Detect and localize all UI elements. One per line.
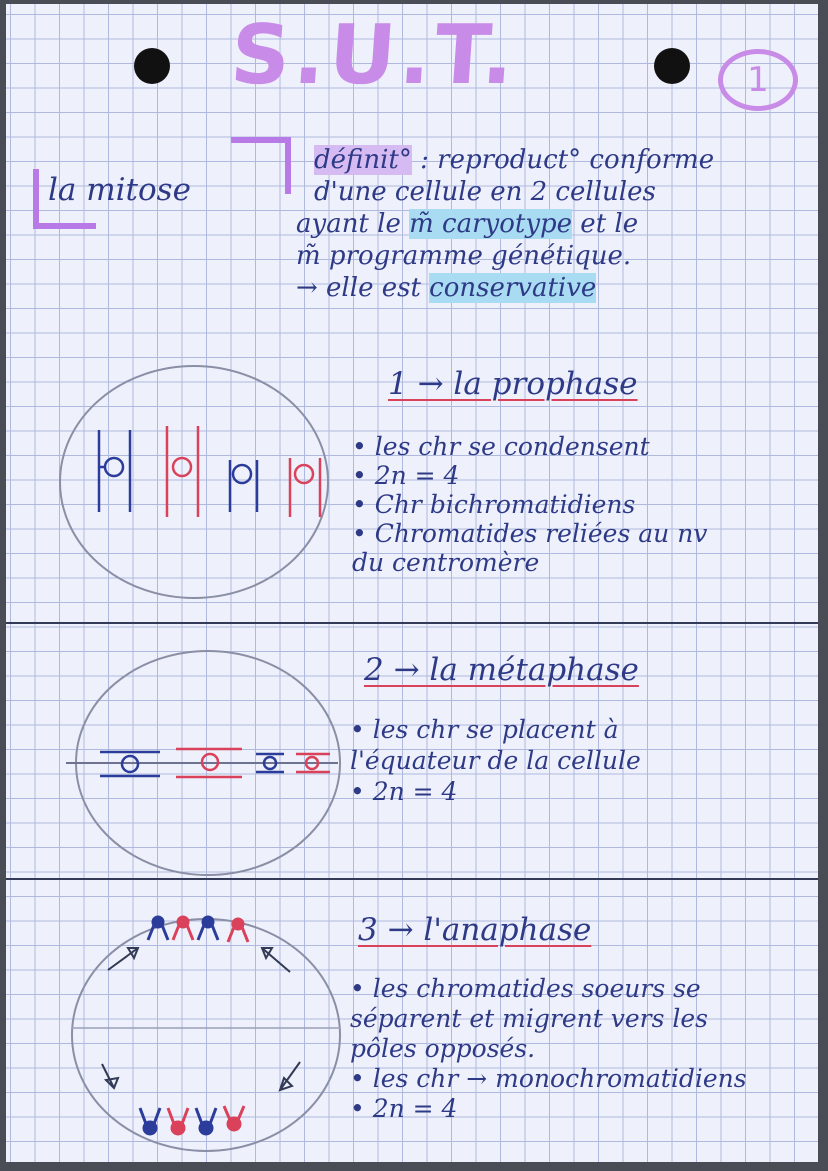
prophase-bullet-2: • 2n = 4 <box>352 461 460 490</box>
metaphase-notes <box>350 714 641 807</box>
chromosome-red-1 <box>167 426 198 517</box>
chromosome-blue-1 <box>99 430 130 512</box>
prophase-bullet-1: • les chr se condensent <box>352 432 650 461</box>
section-title-metaphase: 2 → la métaphase <box>364 652 639 688</box>
metaphase-bullet-2: l'équateur de la cellule <box>350 746 641 775</box>
metaphase-bullet-1: • les chr se placent à <box>350 715 619 744</box>
binder-hole-left <box>134 48 170 84</box>
prophase-bullet-3: • Chr bichromatidiens <box>352 490 636 519</box>
definition-highlight-conservative: conservative <box>429 273 597 303</box>
prophase-bullet-4: • Chromatides reliées au nv <box>352 519 708 548</box>
metaphase-bullet-3: • 2n = 4 <box>350 777 458 806</box>
section-heading-mitose: la mitose <box>48 172 191 208</box>
definition-label: définit° <box>314 145 412 175</box>
definition-line-1: : reproduct° conforme <box>420 145 715 175</box>
anaphase-bullet-2: séparent et migrent vers les <box>350 1004 708 1033</box>
chromosome-red-2 <box>290 458 320 517</box>
anaphase-notes <box>350 974 747 1124</box>
definition-line-3a: ayant le <box>296 209 410 239</box>
definition-line-5a: → elle est <box>296 273 430 303</box>
anaphase-bullet-1: • les chromatides soeurs se <box>350 974 701 1003</box>
chromosome-blue-2 <box>230 460 257 512</box>
metaphase-cell-diagram <box>58 648 348 880</box>
anaphase-cell-diagram <box>58 910 348 1155</box>
definition-line-3b: et le <box>572 209 639 239</box>
prophase-bullet-5: du centromère <box>352 548 540 577</box>
prophase-notes <box>352 432 707 577</box>
anaphase-bullet-5: • 2n = 4 <box>350 1094 458 1123</box>
page-number: 1 <box>718 49 798 111</box>
definition-block <box>296 144 715 304</box>
binder-hole-right <box>654 48 690 84</box>
section-divider-2 <box>6 878 818 880</box>
notebook-page <box>6 4 818 1162</box>
anaphase-bullet-3: pôles opposés. <box>350 1034 536 1063</box>
definition-line-4: m̃ programme génétique. <box>296 241 632 271</box>
definition-highlight-caryotype: m̃ caryotype <box>409 209 573 239</box>
page-title: S.U.T. <box>227 8 521 103</box>
section-divider-1 <box>6 622 818 624</box>
definition-line-2: d'une cellule en 2 cellules <box>314 177 656 207</box>
prophase-cell-diagram <box>54 362 339 607</box>
section-title-anaphase: 3 → l'anaphase <box>358 912 592 948</box>
anaphase-bullet-4: • les chr → monochromatidiens <box>350 1064 747 1093</box>
section-title-prophase: 1 → la prophase <box>388 366 638 402</box>
